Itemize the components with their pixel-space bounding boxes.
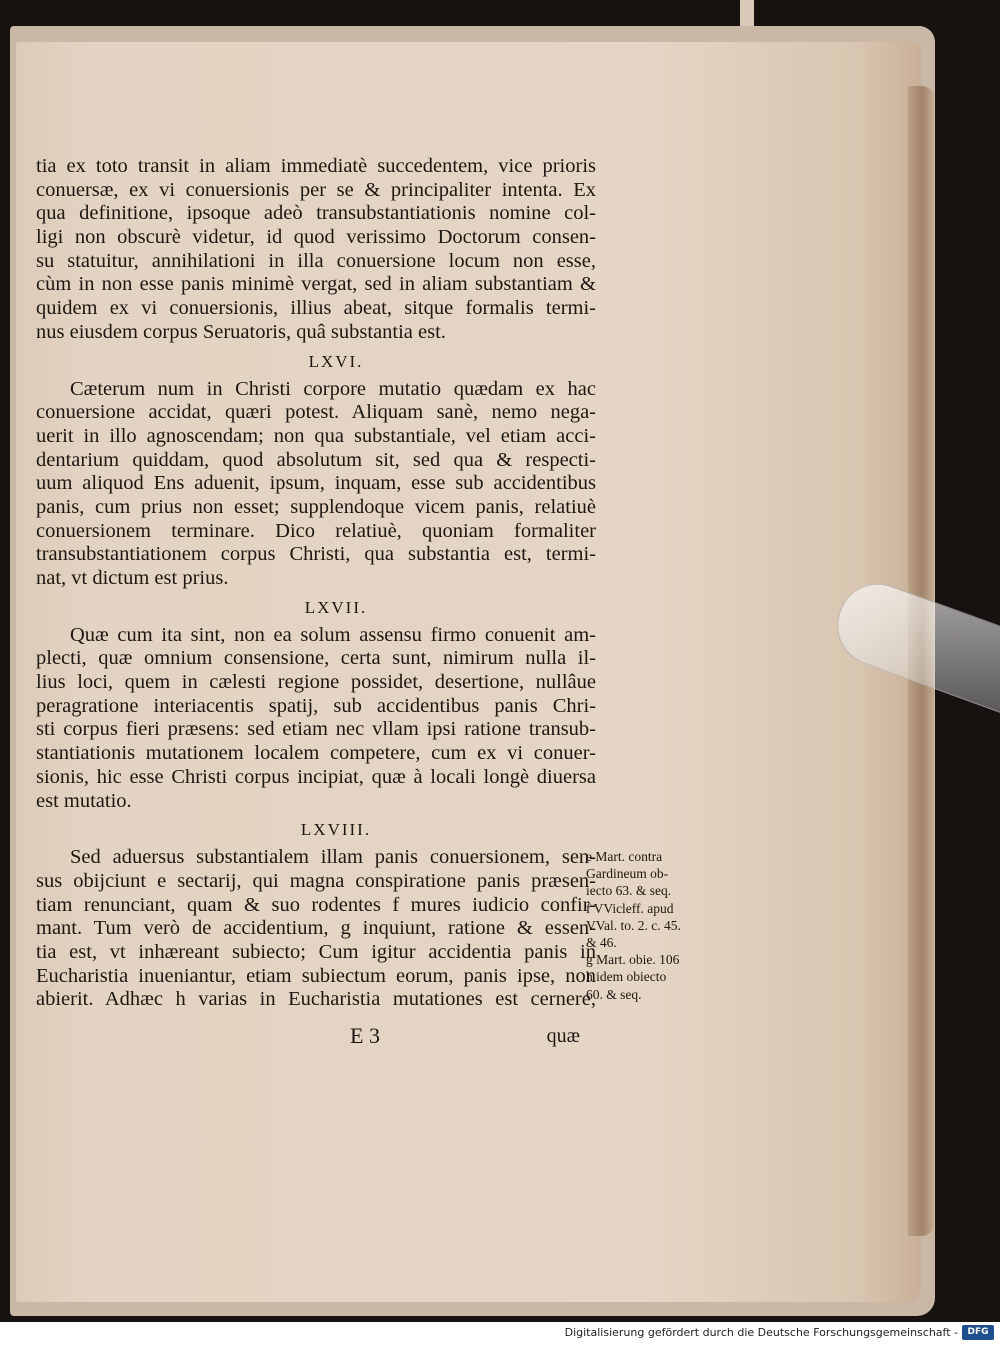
paragraph [36,624,596,814]
margin-note: f VVicleff. apud [586,900,674,916]
text-line: cùm in non esse panis minimè vergat, sed in aliam substantiam & [36,273,596,296]
text-line: stantiationis mutationem localem competere, cum ex vi conuer- [36,742,596,765]
text-line: uerit in illo agnoscendam; non qua substantiale, vel etiam acci- [36,424,596,447]
text-line: mant. Tum verò de accidentium, g inquiunt, ratione & essen- [36,917,596,940]
margin-note: 60. & seq. [586,986,642,1002]
section-heading: LXVII. [304,597,368,617]
margin-note: VVal. to. 2. c. 45. [586,917,681,933]
text-line: sionis, hic esse Christi corpus incipiat, quæ à locali longè diuersa [36,765,596,788]
credit-bar [0,1322,1000,1345]
text-line: quidem ex vi conuersionis, illius abeat, sitque formalis termi- [36,297,596,320]
margin-note: g Mart. obie. 106 [586,952,680,968]
main-text [36,155,596,1012]
text-line: nat, vt dictum est prius. [36,567,229,589]
text-line: transubstantiationem corpus Christi, qua substantia est, termi- [36,543,596,566]
text-line: Cæterum num in Christi corpore mutatio quædam ex hac [70,377,596,400]
catchword: quæ [546,1025,580,1047]
paragraph [36,378,596,591]
text-line: nus eiusdem corpus Seruatoris, quâ substantia est. [36,320,446,343]
section-heading: LXVI. [308,351,364,371]
margin-notes [586,848,716,1003]
text-line: conuersionem terminare. Dico relatiuè, quoniam formaliter [36,519,596,542]
credit-text: Digitalisierung gefördert durch die Deutsche Forschungsgemeinschaft - [564,1326,958,1339]
text-line: Quæ cum ita sint, non ea solum assensu firmo conuenit am- [70,623,596,646]
margin-note: Gardineum ob- [586,866,669,882]
text-line: Sed aduersus substantialem illam panis conuersionem, sen- [70,846,596,869]
text-line: tia est, vt inhæreant subiecto; Cum igitur accidentia panis in [36,940,596,963]
text-line: su statuitur, annihilationi in illa conuersione locum non esse, [36,249,596,272]
text-line: peragratione interiacentis spatij, sub accidentibus panis Chri- [36,694,596,717]
text-line: abierit. Adhæc h varias in Eucharistia mutationes est cernere, [36,988,596,1011]
text-line: uum aliquod Ens aduenit, ipsum, inquam, esse sub accidentibus [36,472,596,495]
text-line: panis, cum prius non esset; supplendoque vicem panis, relatiuè [36,495,596,518]
page-footer [350,1023,580,1051]
dfg-logo-icon: DFG [962,1325,994,1340]
text-line: plecti, quæ omnium consensione, certa sunt, nimirum nulla il- [36,647,596,670]
paragraph [36,846,596,1012]
text-line: ligi non obscurè videtur, id quod verissimo Doctorum consen- [36,226,596,249]
margin-note: iecto 63. & seq. [586,883,672,899]
text-line: est mutatio. [36,789,132,812]
text-line: sti corpus fieri præsens: sed etiam nec vllam ipsi ratione transub- [36,718,596,741]
text-line: dentarium quiddam, quod absolutum sit, sed qua & respecti- [36,448,596,471]
section-heading: LXVIII. [300,820,372,840]
signature-mark: E 3 [350,1023,380,1048]
text-line: conuersione accidat, quæri potest. Aliquam sanè, nemo nega- [36,401,596,424]
text-line: conuersæ, ex vi conuersionis per se & principaliter intenta. Ex [36,178,596,201]
margin-note: h idem obiecto [586,969,667,985]
text-line: sus obijciunt e sectarij, qui magna conspiratione panis præsen- [36,869,596,892]
text-line: lius loci, quem in cælesti regione possidet, desertione, nullâue [36,671,596,694]
text-line: qua definitione, ipsoque adeò transubstantiationis nomine col- [36,202,596,225]
text-line: tiam renunciant, quam & suo rodentes f mures iudicio confir- [36,893,596,916]
paragraph [36,155,596,345]
margin-note: e Mart. contra [586,849,663,864]
text-line: Eucharistia inueniantur, etiam subiectum eorum, panis ipse, non [36,964,596,987]
margin-note: & 46. [586,934,617,950]
text-line: tia ex toto transit in aliam immediatè succedentem, vice prioris [36,155,596,177]
